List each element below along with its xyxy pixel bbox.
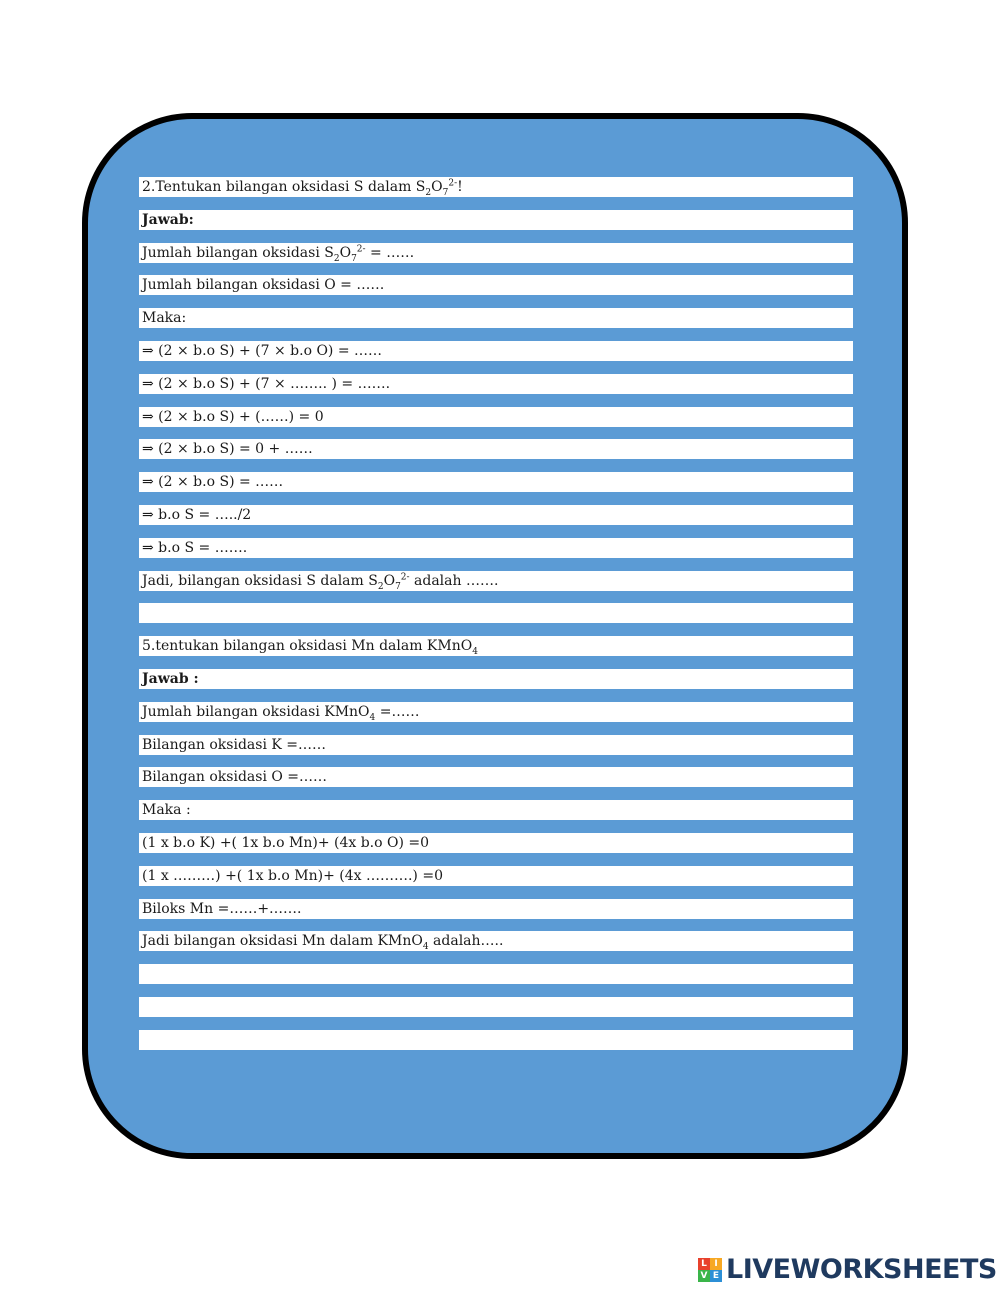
subscript: 7 [442,187,449,197]
worksheet-line [139,243,853,263]
worksheet-line [139,177,853,197]
worksheet-line: Biloks Mn =……+……. [139,899,853,919]
subscript: 4 [472,646,478,657]
line-text: adalah ……. [409,572,499,589]
line-text: Jadi, bilangan oksidasi S dalam S [142,572,378,589]
subscript: 4 [422,942,429,952]
worksheet-line: ⇒ (2 × b.o S) + (7 × b.o O) = …… [139,341,853,361]
worksheet-line: Jumlah bilangan oksidasi O = …… [139,275,853,295]
logo-icon-tile: L [698,1258,710,1270]
blank-answer-line [139,603,853,623]
worksheet-line: Bilangan oksidasi O =…… [139,767,853,787]
subscript: 2 [333,253,340,263]
worksheet-line: ⇒ (2 × b.o S) = …… [139,472,853,492]
blank-answer-line [139,997,853,1017]
worksheet-line: Maka: [139,308,853,328]
line-text: O [339,244,352,261]
line-text: Jumlah bilangan oksidasi KMnO [142,703,370,720]
subscript: 7 [351,253,357,263]
superscript: 2- [356,243,366,254]
logo-icon-tile: E [710,1270,722,1282]
worksheet-line: ⇒ (2 × b.o S) = 0 + …… [139,439,853,459]
worksheet-line [139,571,853,591]
worksheet-line: Bilangan oksidasi K =…… [139,735,853,755]
subscript: 2 [425,187,432,197]
worksheet-line: ⇒ b.o S = ……. [139,538,853,558]
subscript: 7 [395,581,401,591]
worksheet-line: Jawab: [139,210,853,230]
line-text: =…… [375,703,420,720]
worksheet-line: ⇒ b.o S = …../2 [139,505,853,525]
line-text: 2.Tentukan bilangan oksidasi S dalam S [142,179,426,195]
line-text: adalah….. [428,933,504,950]
logo-text: LIVEWORKSHEETS [726,1254,997,1285]
line-text: Jadi bilangan oksidasi Mn dalam KMnO [142,933,423,950]
worksheet-line: (1 x ………) +( 1x b.o Mn)+ (4x ……….) =0 [139,866,853,886]
superscript: 2- [448,178,458,189]
worksheet-line: ⇒ (2 × b.o S) + (……) = 0 [139,407,853,427]
worksheet-line: Jawab : [139,669,853,689]
blank-answer-line [139,1030,853,1050]
logo-icon-tile: I [710,1258,722,1270]
superscript: 2- [400,571,410,582]
worksheet-line [139,702,853,722]
line-text: Jumlah bilangan oksidasi S [142,244,334,261]
line-text: O [383,572,396,589]
worksheet-line: Maka : [139,800,853,820]
line-text: O [431,179,443,195]
line-text: = …… [365,244,415,261]
subscript: 4 [369,712,376,722]
line-text: ! [457,179,463,195]
blank-answer-line [139,964,853,984]
liveworksheets-logo[interactable] [698,1255,997,1285]
liveworksheets-logo-icon [698,1258,722,1282]
line-text: 5.tentukan bilangan oksidasi Mn dalam KMnO [142,638,473,655]
worksheet-line [139,931,853,951]
worksheet-line [139,636,853,656]
worksheet-line: (1 x b.o K) +( 1x b.o Mn)+ (4x b.o O) =0 [139,833,853,853]
subscript: 2 [377,581,384,591]
worksheet-line: ⇒ (2 × b.o S) + (7 × …….. ) = ……. [139,374,853,394]
logo-icon-tile: V [698,1270,710,1282]
